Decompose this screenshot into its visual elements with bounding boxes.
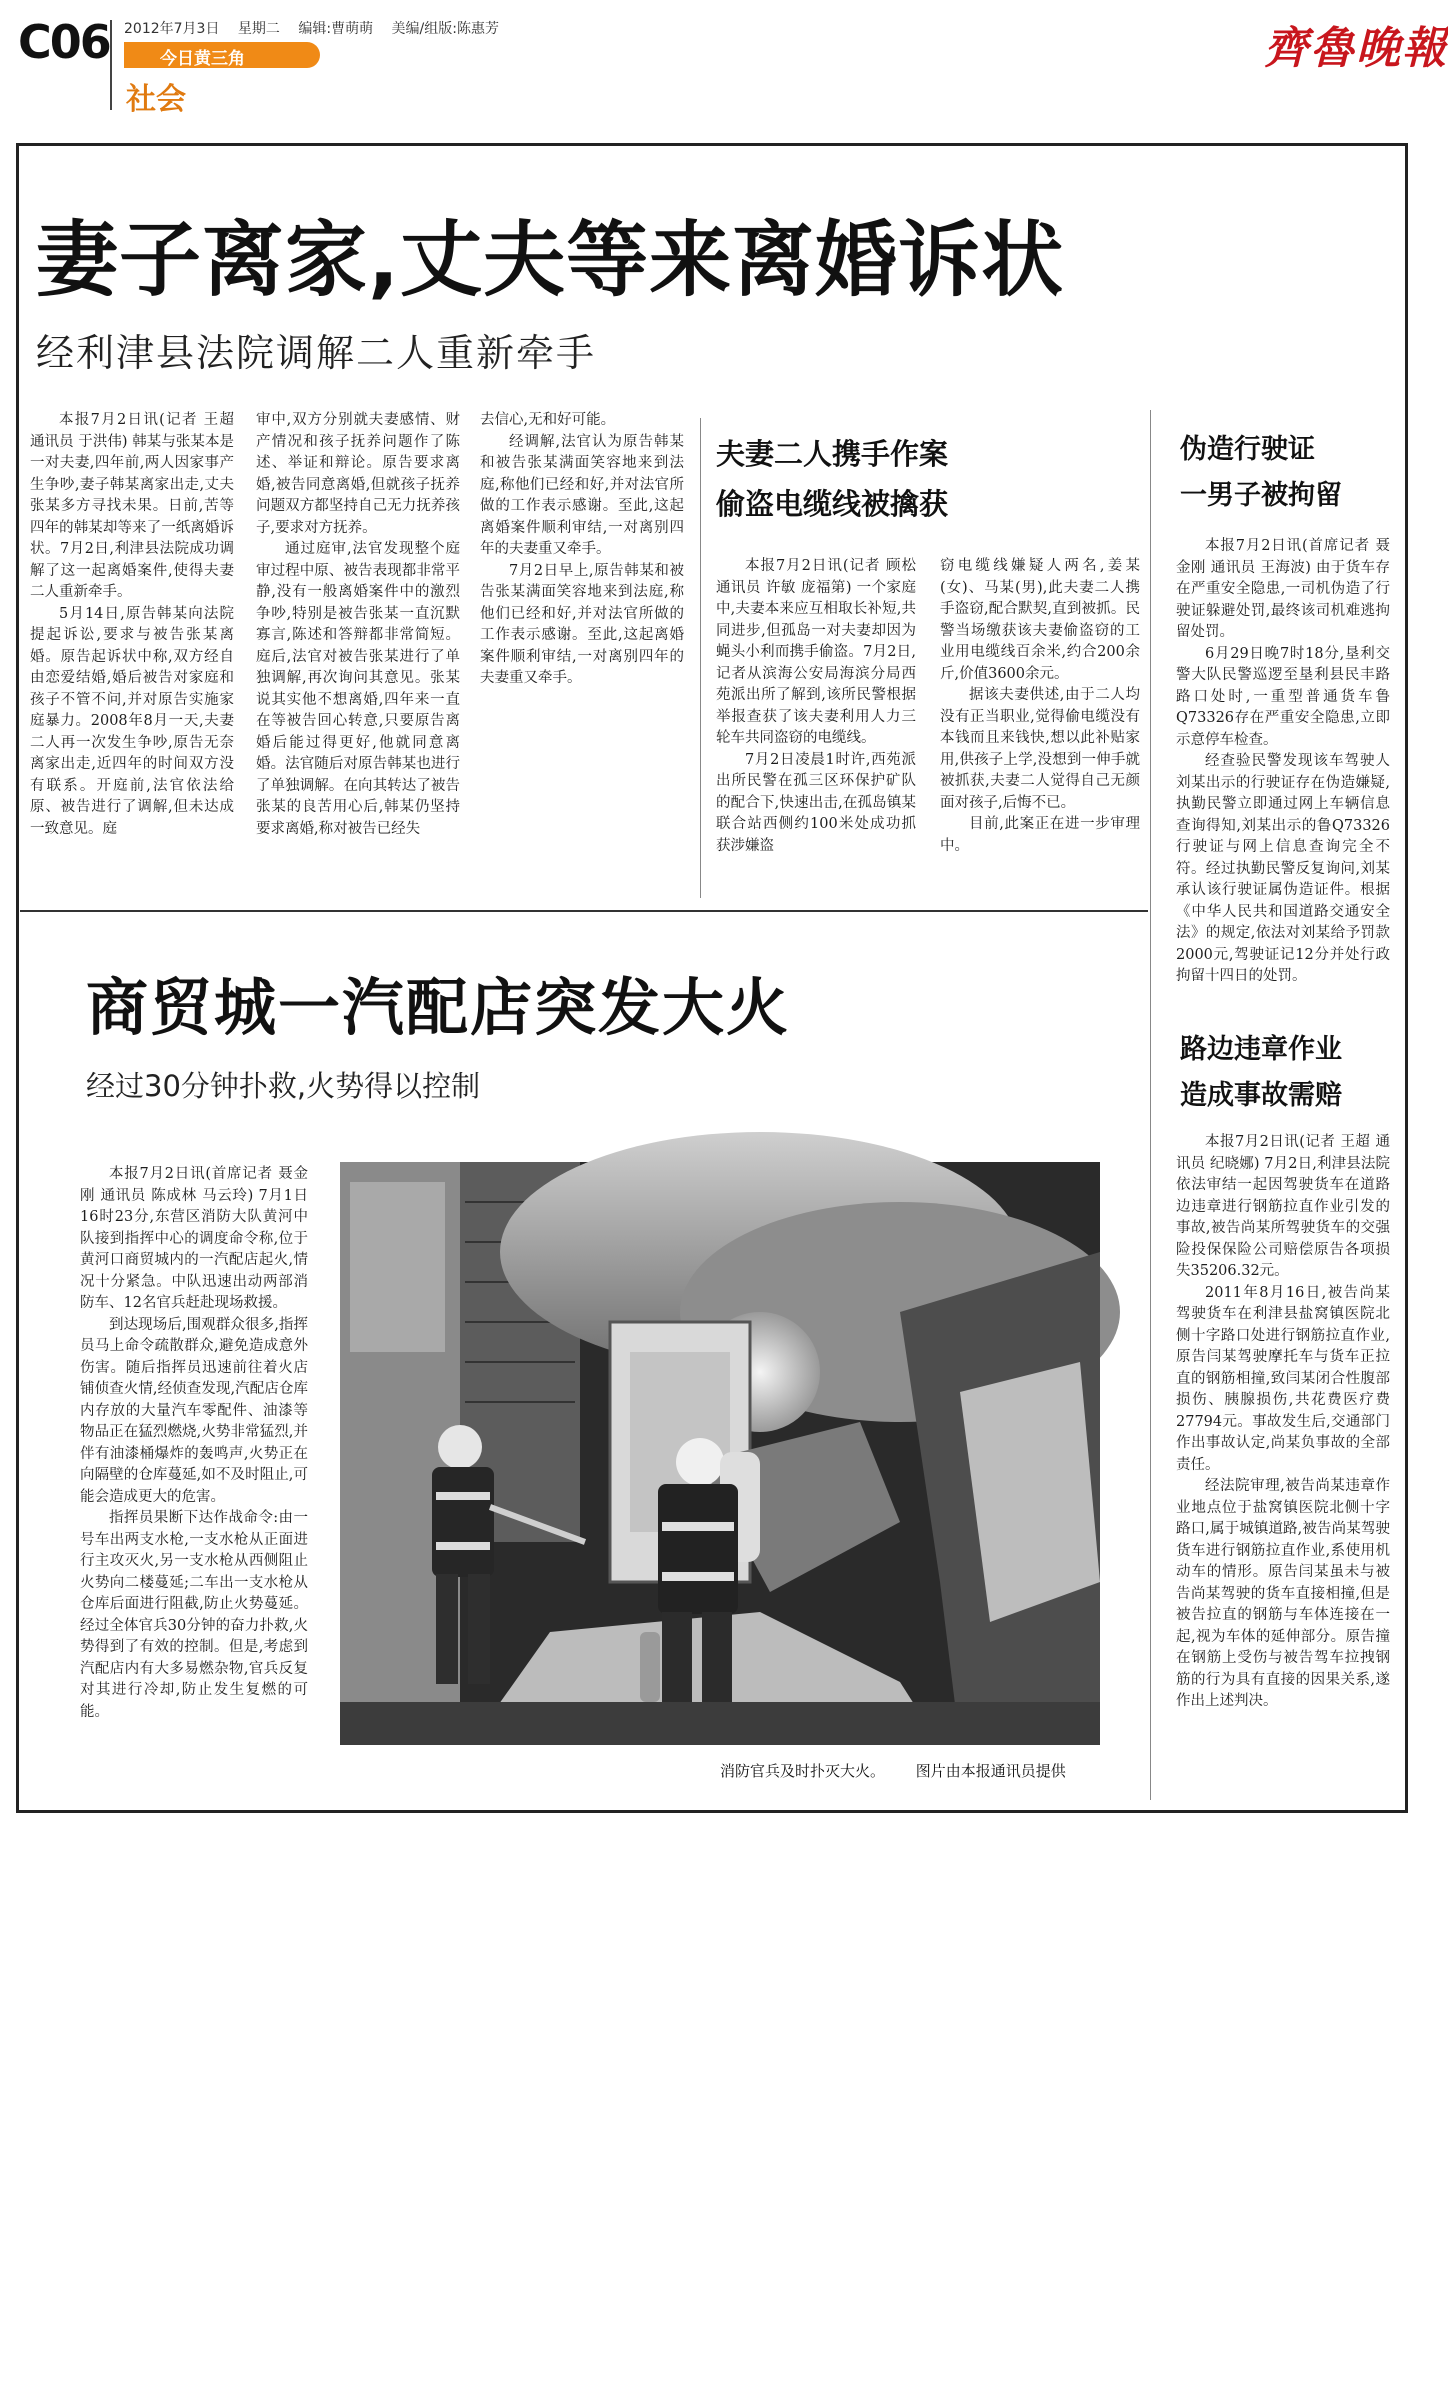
- frame-right-rule: [1405, 143, 1408, 1813]
- editor-credit: 编辑:曹萌萌: [298, 21, 374, 37]
- story4-body: [1176, 536, 1390, 988]
- paragraph: 本报7月2日讯(首席记者 聂金刚 通讯员 王海波) 由于货车存在严重安全隐患,一司机伪造了行驶证躲避处罚,最终该司机难逃拘留处罚。: [1176, 538, 1390, 640]
- paragraph: 本报7月2日讯(首席记者 聂金刚 通讯员 陈成林 马云玲) 7月1日16时23分,东营区消防大队黄河中队接到指挥中心的调度命令称,位于黄河口商贸城内的一汽配店起火,情况十分紧急。中队迅速出动两部消防车、12名官兵赶赴现场救援。: [80, 1166, 308, 1311]
- story5-body: [1176, 1132, 1390, 1713]
- photo-caption: [720, 1760, 1092, 1781]
- frame-left-rule: [16, 143, 19, 1813]
- story2-headline-line-1: 夫妻二人携手作案: [716, 437, 949, 471]
- issue-date: 2012年7月3日: [124, 21, 220, 37]
- page-number: C06: [18, 15, 110, 69]
- section-name: 社会: [126, 82, 186, 117]
- frame-bottom-rule: [16, 1810, 1408, 1813]
- header-divider: [110, 20, 112, 110]
- story1-column-2: [256, 410, 460, 840]
- designer-credit: 美编/组版:陈惠芳: [391, 21, 499, 37]
- paragraph: 7月2日早上,原告韩某和被告张某满面笑容地来到法庭,称他们已经和好,并对法官所做的工作表示感谢。至此,这起离婚案件顺利审结,一对离别四年的夫妻重又牵手。: [480, 562, 684, 686]
- paragraph: 2011年8月16日,被告尚某驾驶货车在利津县盐窝镇医院北侧十字路口处进行钢筋拉直作业,原告闫某驾驶摩托车与货车正拉直的钢筋相撞,致闫某闭合性腹部损伤、胰腺损伤,共花费医疗费27794元。事故发生后,交通部门作出事故认定,尚某负事故的全部责任。: [1176, 1284, 1390, 1473]
- story1-column-3: [480, 410, 684, 690]
- section-tag: 今日黄三角: [160, 49, 245, 69]
- frame-top-rule: [16, 143, 1408, 146]
- story5-headline-line-1: 路边违章作业: [1180, 1034, 1342, 1065]
- issue-weekday: 星期二: [237, 21, 280, 37]
- story1-subheadline: 经利津县法院调解二人重新牵手: [36, 331, 597, 375]
- story2-headline-line-2: 偷盗电缆线被擒获: [716, 487, 949, 521]
- story2-column-1: [716, 556, 916, 857]
- paragraph: 经法院审理,被告尚某违章作业地点位于盐窝镇医院北侧十字路口,属于城镇道路,被告尚某驾驶货车进行钢筋拉直作业,系使用机动车的情形。原告闫某虽未与被告尚某驾驶的货车直接相撞,但是被告拉直的钢筋与车体连接在一起,视为车体的延伸部分。原告撞在钢筋上受伤与被告驾车拉拽钢筋的行为具有直接的因果关系,遂作出上述判决。: [1176, 1478, 1390, 1709]
- story3-headline: 商贸城一汽配店突发大火: [86, 971, 791, 1044]
- story4-headline-line-1: 伪造行驶证: [1180, 434, 1315, 465]
- header-meta: [124, 18, 513, 38]
- story3-subheadline: 经过30分钟扑救,火势得以控制: [86, 1069, 481, 1103]
- paragraph: 7月2日凌晨1时许,西苑派出所民警在孤三区环保护矿队的配合下,快速出击,在孤岛镇某联合站西侧约100米处成功抓获涉嫌盗: [716, 751, 916, 854]
- paragraph: 5月14日,原告韩某向法院提起诉讼,要求与被告张某离婚。原告起诉状中称,双方经自由恋爱结婚,婚后被告对家庭和孩子不管不问,并对原告实施家庭暴力。2008年8月一天,夫妻二人再一次发生争吵,原告无奈离家出走,近四年的时间双方没有联系。开庭前,法官依法给原、被告进行了调解,但未达成一致意见。庭: [30, 605, 234, 837]
- caption-text: 消防官兵及时扑灭大火。: [720, 1762, 886, 1780]
- paragraph: 指挥员果断下达作战命令:由一号车出两支水枪,一支水枪从正面进行主攻灭火,另一支水枪从西侧阻止火势向二楼蔓延;二车出一支水枪从仓库后面进行阻截,防止火势蔓延。经过全体官兵30分钟的奋力扑救,火势得到了有效的控制。但是,考虑到汽配店内有大多易燃杂物,官兵反复对其进行冷却,防止发生复燃的可能。: [80, 1510, 308, 1720]
- story1-column-1: [30, 410, 234, 840]
- sidebar-divider: [1150, 410, 1151, 1800]
- column-divider: [700, 418, 701, 898]
- masthead-logo: 齊魯晚報: [1264, 23, 1448, 74]
- paragraph: 6月29日晚7时18分,垦利交警大队民警巡逻至垦利县民丰路路口处时,一重型普通货车鲁Q73326存在严重安全隐患,立即示意停车检查。: [1176, 645, 1390, 748]
- story3-column-1: [80, 1164, 308, 1723]
- story1-headline: 妻子离家,丈夫等来离婚诉状: [36, 213, 1065, 308]
- paragraph: 通过庭审,法官发现整个庭审过程中原、被告表现都非常平静,没有一般离婚案件中的激烈争吵,特别是被告张某一直沉默寡言,陈述和答辩都非常简短。庭后,法官对被告张某进行了单独调解,再次询问其意见。张某说其实他不想离婚,四年来一直在等被告回心转意,只要原告离婚后能过得更好,他就同意离婚。法官随后对原告韩某也进行了单独调解。在向其转达了被告张某的良苦用心后,韩某仍坚持要求离婚,称对被告已经失: [256, 541, 460, 837]
- paragraph: 目前,此案正在进一步审理中。: [940, 816, 1140, 854]
- story4-headline-line-2: 一男子被拘留: [1180, 480, 1342, 511]
- paragraph: 窃电缆线嫌疑人两名,姜某(女)、马某(男),此夫妻二人携手盗窃,配合默契,直到被抓。民警当场缴获该夫妻偷盗窃的工业用电缆线百余米,约合200余斤,价值3600余元。: [940, 558, 1140, 682]
- news-photo: [340, 1162, 1100, 1745]
- paragraph: 本报7月2日讯(记者 王超 通讯员 纪晓娜) 7月2日,利津县法院依法审结一起因驾驶货车在道路边违章进行钢筋拉直作业引发的事故,被告尚某所驾驶货车的交强险投保保险公司赔偿原告各项损失35206.32元。: [1176, 1134, 1390, 1279]
- story5-headline-line-2: 造成事故需赔: [1180, 1080, 1342, 1111]
- paragraph: 去信心,无和好可能。: [480, 412, 616, 428]
- photo-credit: 图片由本报通讯员提供: [915, 1762, 1066, 1780]
- story-divider: [20, 910, 1148, 912]
- paragraph: 到达现场后,围观群众很多,指挥员马上命令疏散群众,避免造成意外伤害。随后指挥员迅速前往着火店铺侦查火情,经侦查发现,汽配店仓库内存放的大量汽车零配件、油漆等物品正在猛烈燃烧,火势非常猛烈,并伴有油漆桶爆炸的轰鸣声,火势正在向隔壁的仓库蔓延,如不及时阻止,可能会造成更大的危害。: [80, 1316, 308, 1505]
- paragraph: 据该夫妻供述,由于二人均没有正当职业,觉得偷电缆没有本钱而且来钱快,想以此补贴家用,供孩子上学,没想到一伸手就被抓获,夫妻二人觉得自己无颜面对孩子,后悔不已。: [940, 687, 1140, 811]
- paragraph: 经调解,法官认为原告韩某和被告张某满面笑容地来到法庭,称他们已经和好,并对法官所做的工作表示感谢。至此,这起离婚案件顺利审结,一对离别四年的夫妻重又牵手。: [480, 433, 684, 557]
- paragraph: 本报7月2日讯(记者 顾松 通讯员 许敏 庞福第) 一个家庭中,夫妻本来应互相取长补短,共同进步,但孤岛一对夫妻却因为蝇头小利而携手偷盗。7月2日,记者从滨海公安局海滨分局西苑派出所了解到,该所民警根据举报查获了该夫妻利用人力三轮车共同盗窃的电缆线。: [716, 558, 916, 746]
- paragraph: 经查验民警发现该车驾驶人刘某出示的行驶证存在伪造嫌疑,执勤民警立即通过网上车辆信息查询得知,刘某出示的鲁Q73326行驶证与网上信息查询完全不符。经过执勤民警反复询问,刘某承认该行驶证属伪造证件。根据《中华人民共和国道路交通安全法》的规定,依法对刘某给予罚款2000元,驾驶证记12分并处行政拘留十四日的处罚。: [1176, 753, 1390, 984]
- paragraph: 审中,双方分别就夫妻感情、财产情况和孩子抚养问题作了陈述、举证和辩论。原告要求离婚,被告同意离婚,但就孩子抚养问题双方都坚持自己无力抚养孩子,要求对方抚养。: [256, 412, 460, 536]
- story2-column-2: [940, 556, 1140, 857]
- paragraph: 本报7月2日讯(记者 王超 通讯员 于洪伟) 韩某与张某本是一对夫妻,四年前,两人因家事产生争吵,妻子韩某离家出走,丈夫张某多方寻找未果。日前,苦等四年的韩某却等来了一纸离婚诉状。7月2日,利津县法院成功调解了这一起离婚案件,使得夫妻二人重新牵手。: [30, 412, 234, 600]
